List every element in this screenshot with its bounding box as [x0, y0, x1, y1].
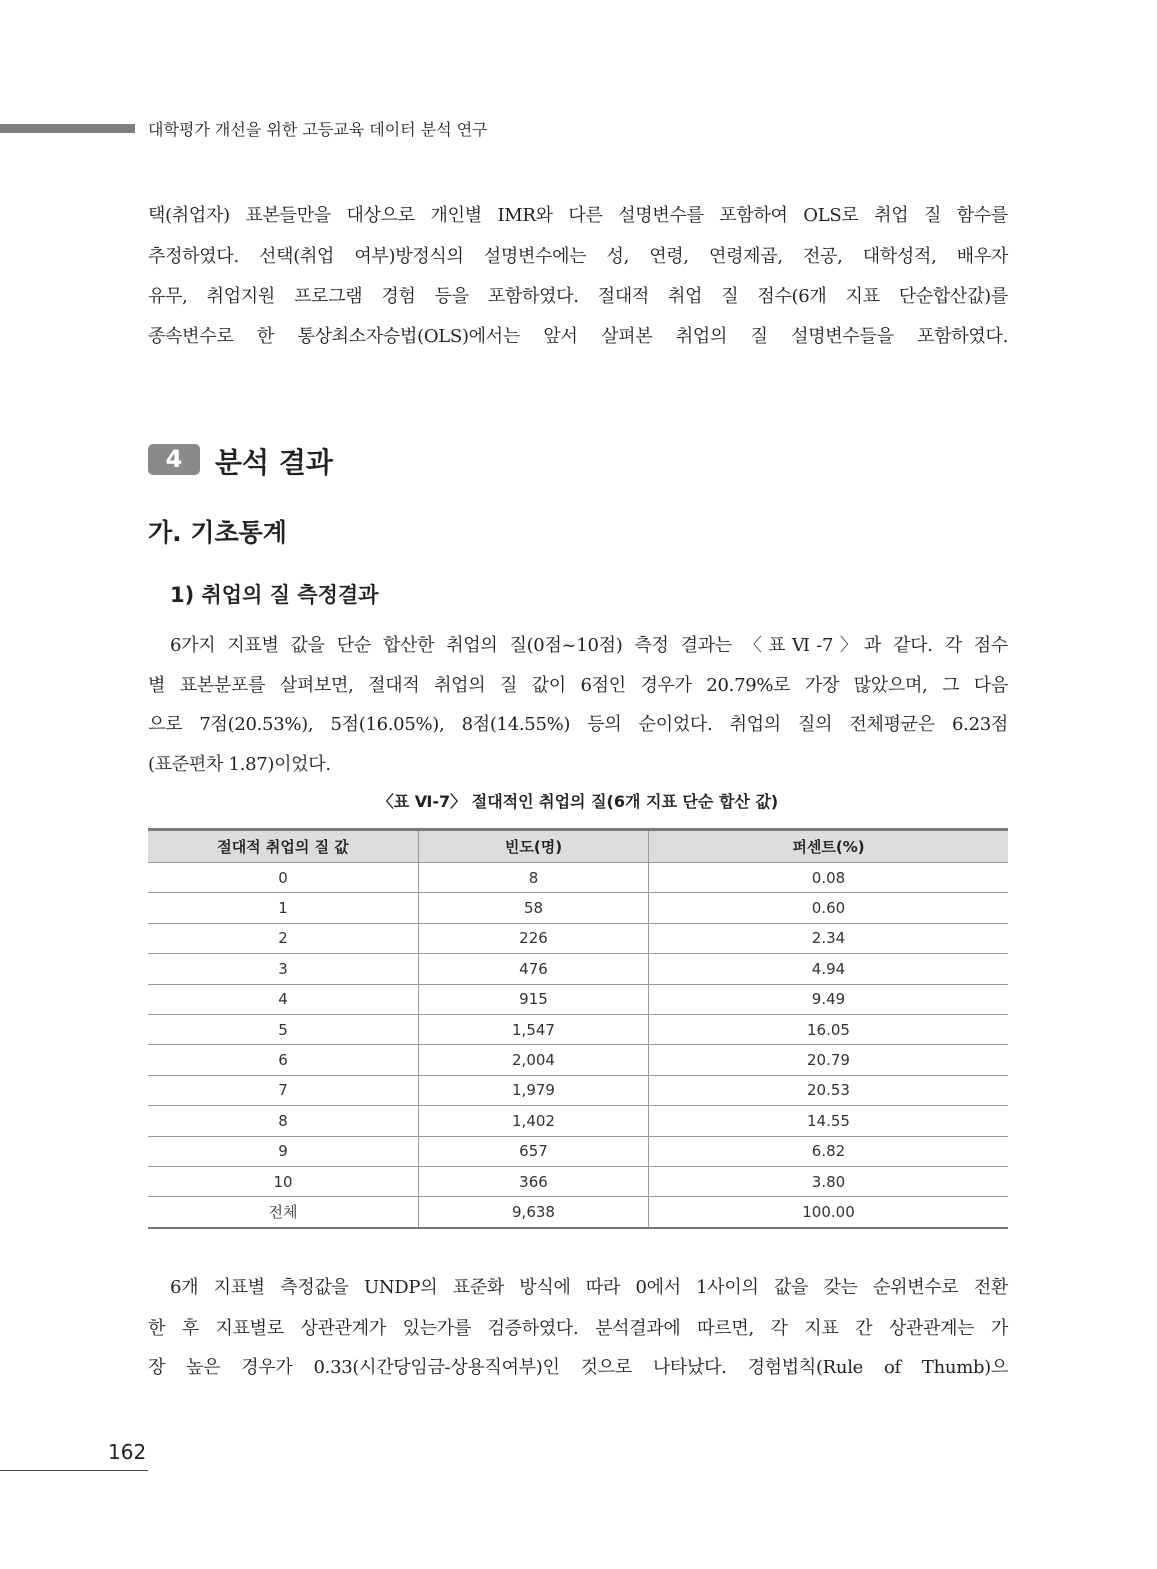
paragraph-line: 6개 지표별 측정값을 UNDP의 표준화 방식에 따라 0에서 1사이의 값을 갖는 순위변수로 전환	[170, 1277, 1008, 1298]
table-row	[148, 1045, 1008, 1075]
score-cell: 0	[148, 863, 419, 893]
frequency-cell: 226	[419, 923, 649, 953]
frequency-cell: 1,979	[419, 1075, 649, 1105]
score-cell: 6	[148, 1045, 419, 1075]
frequency-cell: 1,547	[419, 1014, 649, 1044]
table-row	[148, 893, 1008, 923]
percent-cell: 20.53	[649, 1075, 1009, 1105]
table-row	[148, 1136, 1008, 1166]
subsection-title: 가. 기초통계	[148, 518, 287, 547]
score-cell: 10	[148, 1166, 419, 1196]
paragraph-line: 택(취업자) 표본들만을 대상으로 개인별 IMR와 다른 설명변수를 포함하여 OLS로 취업 질 함수를	[148, 205, 1008, 226]
table-header-row	[148, 830, 1008, 863]
paragraph-line: 장 높은 경우가 0.33(시간당임금-상용직여부)인 것으로 나타났다. 경험법칙(Rule of Thumb)으	[148, 1357, 1008, 1378]
frequency-cell: 2,004	[419, 1045, 649, 1075]
frequency-cell: 476	[419, 954, 649, 984]
table-row	[148, 1166, 1008, 1196]
score-cell: 8	[148, 1106, 419, 1136]
frequency-cell: 58	[419, 893, 649, 923]
paragraph-line: 으로 7점(20.53%), 5점(16.05%), 8점(14.55%) 등의 순이었다. 취업의 질의 전체평균은 6.23점	[148, 714, 1008, 735]
frequency-cell: 9,638	[419, 1197, 649, 1228]
paragraph-line: 6가지 지표별 값을 단순 합산한 취업의 질(0점~10점) 측정 결과는 〈표Ⅵ-7〉과 같다. 각 점수	[170, 635, 1008, 656]
frequency-cell: 366	[419, 1166, 649, 1196]
percent-cell: 16.05	[649, 1014, 1009, 1044]
paragraph-line: 한 후 지표별로 상관관계가 있는가를 검증하였다. 분석결과에 따르면, 각 지표 간 상관관계는 가	[148, 1318, 1008, 1339]
table-row	[148, 1197, 1008, 1228]
percent-cell: 4.94	[649, 954, 1009, 984]
score-cell: 7	[148, 1075, 419, 1105]
frequency-cell: 915	[419, 984, 649, 1014]
column-header-percent: 퍼센트(%)	[649, 830, 1009, 863]
percent-cell: 0.60	[649, 893, 1009, 923]
percent-cell: 9.49	[649, 984, 1009, 1014]
percent-cell: 3.80	[649, 1166, 1009, 1196]
frequency-cell: 8	[419, 863, 649, 893]
percent-cell: 0.08	[649, 863, 1009, 893]
score-cell: 전체	[148, 1197, 419, 1228]
score-cell: 3	[148, 954, 419, 984]
table-row	[148, 1106, 1008, 1136]
table-row	[148, 1075, 1008, 1105]
frequency-cell: 1,402	[419, 1106, 649, 1136]
percent-cell: 20.79	[649, 1045, 1009, 1075]
table-row	[148, 863, 1008, 893]
paragraph-line: 별 표본분포를 살펴보면, 절대적 취업의 질 값이 6점인 경우가 20.79%로 가장 많았으며, 그 다음	[148, 675, 1008, 696]
table-row	[148, 1014, 1008, 1044]
score-cell: 2	[148, 923, 419, 953]
score-cell: 5	[148, 1014, 419, 1044]
footer-rule	[0, 1470, 148, 1471]
table-row	[148, 923, 1008, 953]
frequency-cell: 657	[419, 1136, 649, 1166]
page-number: 162	[108, 1440, 147, 1464]
section-title: 분석 결과	[215, 446, 333, 479]
subsubsection-title: 1) 취업의 질 측정결과	[170, 583, 379, 607]
quality-score-table	[148, 828, 1008, 1229]
paragraph-line: 추정하였다. 선택(취업 여부)방정식의 설명변수에는 성, 연령, 연령제곱, 전공, 대학성적, 배우자	[148, 246, 1008, 267]
percent-cell: 14.55	[649, 1106, 1009, 1136]
score-cell: 4	[148, 984, 419, 1014]
percent-cell: 100.00	[649, 1197, 1009, 1228]
percent-cell: 2.34	[649, 923, 1009, 953]
score-cell: 9	[148, 1136, 419, 1166]
table-caption: 〈표 Ⅵ-7〉 절대적인 취업의 질(6개 지표 단순 합산 값)	[377, 792, 779, 811]
table-row	[148, 984, 1008, 1014]
percent-cell: 6.82	[649, 1136, 1009, 1166]
running-title: 대학평가 개선을 위한 고등교육 데이터 분석 연구	[148, 120, 488, 139]
header-bar	[0, 124, 135, 133]
paragraph-line: 유무, 취업지원 프로그램 경험 등을 포함하였다. 절대적 취업 질 점수(6개 지표 단순합산값)를	[148, 286, 1008, 307]
score-cell: 1	[148, 893, 419, 923]
paragraph-line: (표준편차 1.87)이었다.	[148, 754, 331, 775]
section-number-badge: 4	[148, 444, 200, 475]
column-header-score: 절대적 취업의 질 값	[148, 830, 419, 863]
column-header-frequency: 빈도(명)	[419, 830, 649, 863]
paragraph-line: 종속변수로 한 통상최소자승법(OLS)에서는 앞서 살펴본 취업의 질 설명변수들을 포함하였다.	[148, 326, 1008, 347]
table-row	[148, 954, 1008, 984]
